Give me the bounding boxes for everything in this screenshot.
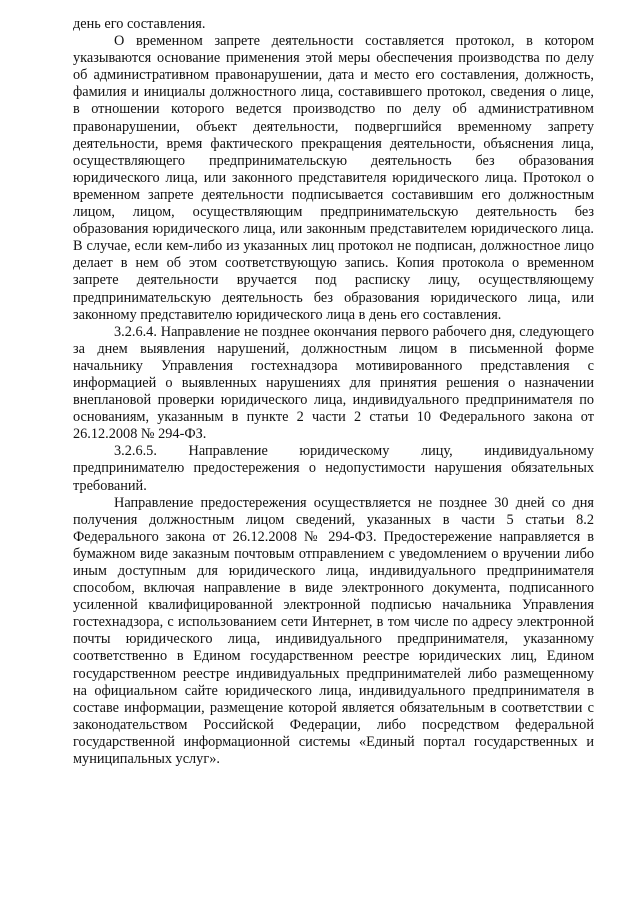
paragraph-3-2-6-4: 3.2.6.4. Направление не позднее окончания первого рабочего дня, следующего за днем выявления нарушений, должностным лицом в письменной форме начальнику Управления гостехнадзора мотивированного представления с информацией о выявленных нарушениях для принятия решения о назначении внеплановой проверки юридического лица, индивидуального предпринимателя по основаниям, указанным в пункте 2 части 2 статьи 10 Федерального закона от 26.12.2008 № 294-ФЗ. xyxy=(73,323,594,443)
paragraph-temporary-ban-protocol: О временном запрете деятельности составляется протокол, в котором указываются основание применения этой меры обеспечения производства по делу об административном правонарушении, дата и место его составления, должность, фамилия и инициалы должностного лица, составившего протокол, сведения о лице, в отношении которого ведется производство по делу об административном правонарушении, объект деятельности, подвергшийся временному запрету деятельности, время фактического прекращения деятельности, объяснения лица, осуществляющего предпринимательскую деятельность без образования юридического лица, или законного представителя юридического лица. Протокол о временном запрете деятельности подписывается составившим его должностным лицом, лицом, осуществляющим предпринимательскую деятельность без образования юридического лица, или законным представителем юридического лица. В случае, если кем-либо из указанных лиц протокол не подписан, должностное лицо делает в нем об этом соответствующую запись. Копия протокола о временном запрете деятельности вручается под расписку лицу, осуществляющему предпринимательскую деятельность без образования юридического лица, или законному представителю юридического лица в день его составления. xyxy=(73,33,594,323)
paragraph-continuation: день его составления. xyxy=(73,16,206,32)
paragraph-3-2-6-5: 3.2.6.5. Направление юридическому лицу, индивидуальному предпринимателю предостережения о недопустимости нарушения обязательных требований. xyxy=(73,443,594,494)
paragraph-warning-delivery: Направление предостережения осуществляется не позднее 30 дней со дня получения должностным лицом сведений, указанных в части 5 статьи 8.2 Федерального закона от 26.12.2008 № 294-ФЗ. Предостережение направляется в бумажном виде заказным почтовым отправлением с уведомлением о вручении либо иным доступным для юридического лица, индивидуального предпринимателя способом, включая направление в виде электронного документа, подписанного усиленной квалифицированной электронной подписью начальника Управления гостехнадзора, с использованием сети Интернет, в том числе по адресу электронной почты юридического лица, индивидуального предпринимателя, указанному соответственно в Едином государственном реестре юридических лиц, Едином государственном реестре индивидуальных предпринимателей либо размещенному на официальном сайте юридического лица, индивидуального предпринимателя в составе информации, размещение которой является обязательным в соответствии с законодательством Российской Федерации, либо посредством федеральной государственной информационной системы «Единый портал государственных и муниципальных услуг». xyxy=(73,494,594,768)
document-page xyxy=(73,16,594,768)
